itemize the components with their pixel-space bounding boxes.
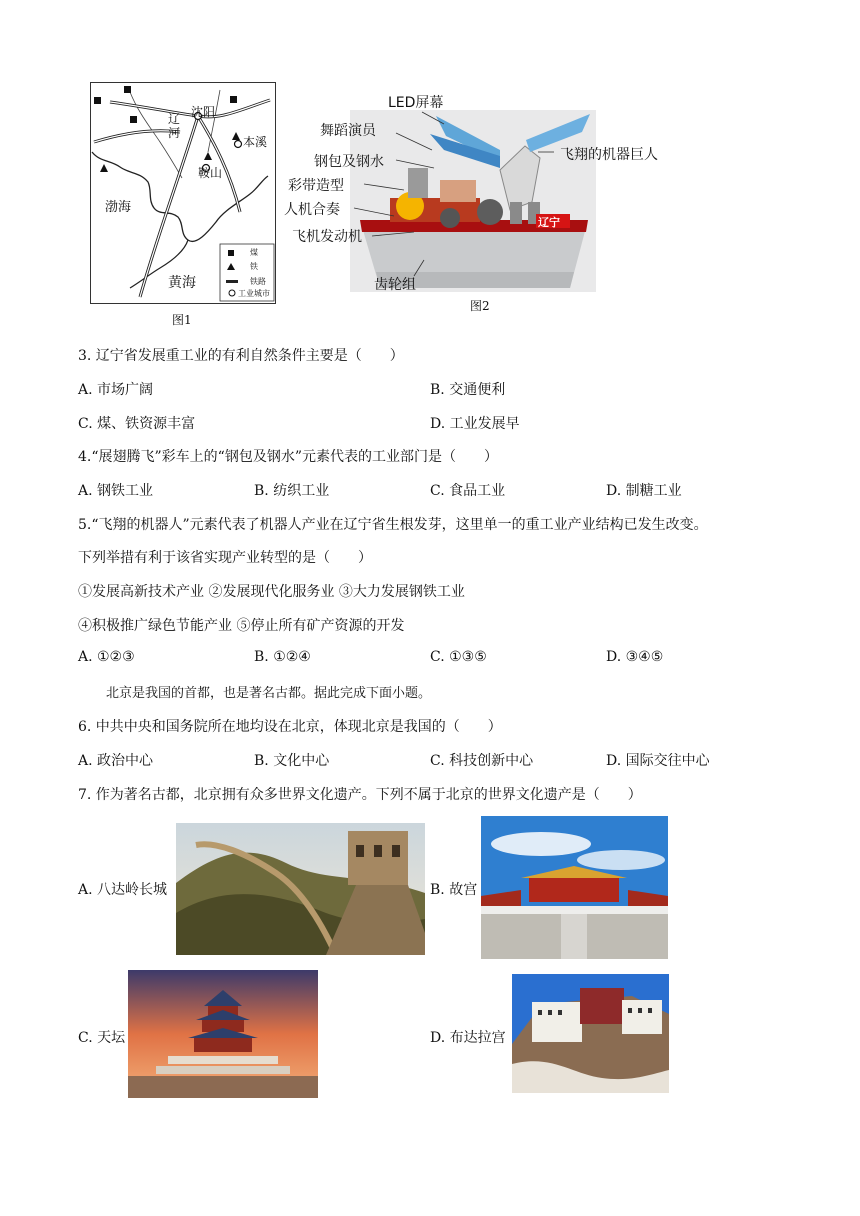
great-wall-image (176, 823, 425, 955)
map-drawing (90, 82, 276, 304)
legend-industrial-city: 工业城市 (238, 289, 270, 298)
label-ladle: 钢包及钢水 (314, 154, 384, 170)
q5-option-d: D. ③④⑤ (606, 649, 664, 665)
q7-option-c: C. 天坛 (78, 1030, 126, 1046)
q5-option-b: B. ①②④ (254, 649, 311, 665)
figure1-caption: 图1 (172, 313, 192, 327)
q7-option-a: A. 八达岭长城 (78, 882, 168, 898)
q6-option-a: A. 政治中心 (78, 753, 154, 769)
q7-option-d: D. 布达拉宫 (430, 1030, 506, 1046)
label-shenyang: 沈阳 (191, 105, 216, 119)
q5-stem-line2: 下列举措有利于该省实现产业转型的是（ ） (78, 550, 372, 566)
label-huanghai: 黄海 (168, 275, 196, 291)
legend-coal: 煤 (250, 248, 258, 257)
q6-option-d: D. 国际交往中心 (606, 753, 710, 769)
q5-option-a: A. ①②③ (78, 649, 135, 665)
q3-option-a: A. 市场广阔 (78, 382, 154, 398)
great-wall-photo (176, 823, 425, 955)
forbidden-city-photo (481, 816, 668, 959)
potala-palace-photo (512, 974, 669, 1093)
q6-option-c: C. 科技创新中心 (430, 753, 534, 769)
q4-stem: 4.“展翅腾飞”彩车上的“钢包及钢水”元素代表的工业部门是（ ） (78, 449, 498, 465)
q7-stem: 7. 作为著名古都，北京拥有众多世界文化遗产。下列不属于北京的世界文化遗产是（ ） (78, 787, 642, 803)
potala-palace-image (512, 974, 669, 1093)
label-dancer: 舞蹈演员 (320, 123, 376, 139)
q3-option-d: D. 工业发展早 (430, 416, 520, 432)
q7-option-b: B. 故宫 (430, 882, 478, 898)
beijing-intro: 北京是我国的首都，也是著名古都。据此完成下面小题。 (106, 686, 432, 701)
temple-of-heaven-image (128, 970, 318, 1098)
q4-option-b: B. 纺织工业 (254, 483, 330, 499)
q4-option-c: C. 食品工业 (430, 483, 506, 499)
q3-option-b: B. 交通便利 (430, 382, 506, 398)
label-benxi: 本溪 (243, 135, 268, 149)
temple-of-heaven-photo (128, 970, 318, 1098)
label-ribbon: 彩带造型 (288, 178, 344, 194)
legend-railway: 铁路 (250, 277, 266, 286)
figure2-caption: 图2 (470, 299, 490, 313)
q5-stem-line1: 5.“飞翔的机器人”元素代表了机器人产业在辽宁省生根发芽，这里单一的重工业产业结构已发生改变。 (78, 517, 708, 533)
figure2-float (284, 90, 676, 300)
legend-iron: 铁 (250, 262, 258, 271)
label-duet: 人机合奏 (284, 202, 340, 218)
label-anshan: 鞍山 (198, 166, 223, 180)
q6-option-b: B. 文化中心 (254, 753, 330, 769)
q5-option-c: C. ①③⑤ (430, 649, 487, 665)
q3-stem: 3. 辽宁省发展重工业的有利自然条件主要是（ ） (78, 348, 404, 364)
label-engine: 飞机发动机 (292, 229, 362, 245)
figure1-map (90, 82, 276, 304)
q4-option-d: D. 制糖工业 (606, 483, 682, 499)
label-led-screen: LED屏幕 (388, 95, 444, 111)
forbidden-city-image (481, 816, 668, 959)
q4-option-a: A. 钢铁工业 (78, 483, 154, 499)
label-liaohe: 辽 河 (168, 112, 181, 140)
label-gears: 齿轮组 (374, 277, 416, 293)
label-robot: 飞翔的机器巨人 (560, 147, 658, 163)
label-bohai: 渤海 (105, 200, 132, 215)
q3-option-c: C. 煤、铁资源丰富 (78, 416, 196, 432)
q6-stem: 6. 中共中央和国务院所在地均设在北京，体现北京是我国的（ ） (78, 719, 502, 735)
q5-items-line2: ④积极推广绿色节能产业 ⑤停止所有矿产资源的开发 (78, 618, 405, 634)
float-logo-text: 辽宁 (538, 216, 560, 229)
q5-items-line1: ①发展高新技术产业 ②发展现代化服务业 ③大力发展钢铁工业 (78, 584, 465, 600)
